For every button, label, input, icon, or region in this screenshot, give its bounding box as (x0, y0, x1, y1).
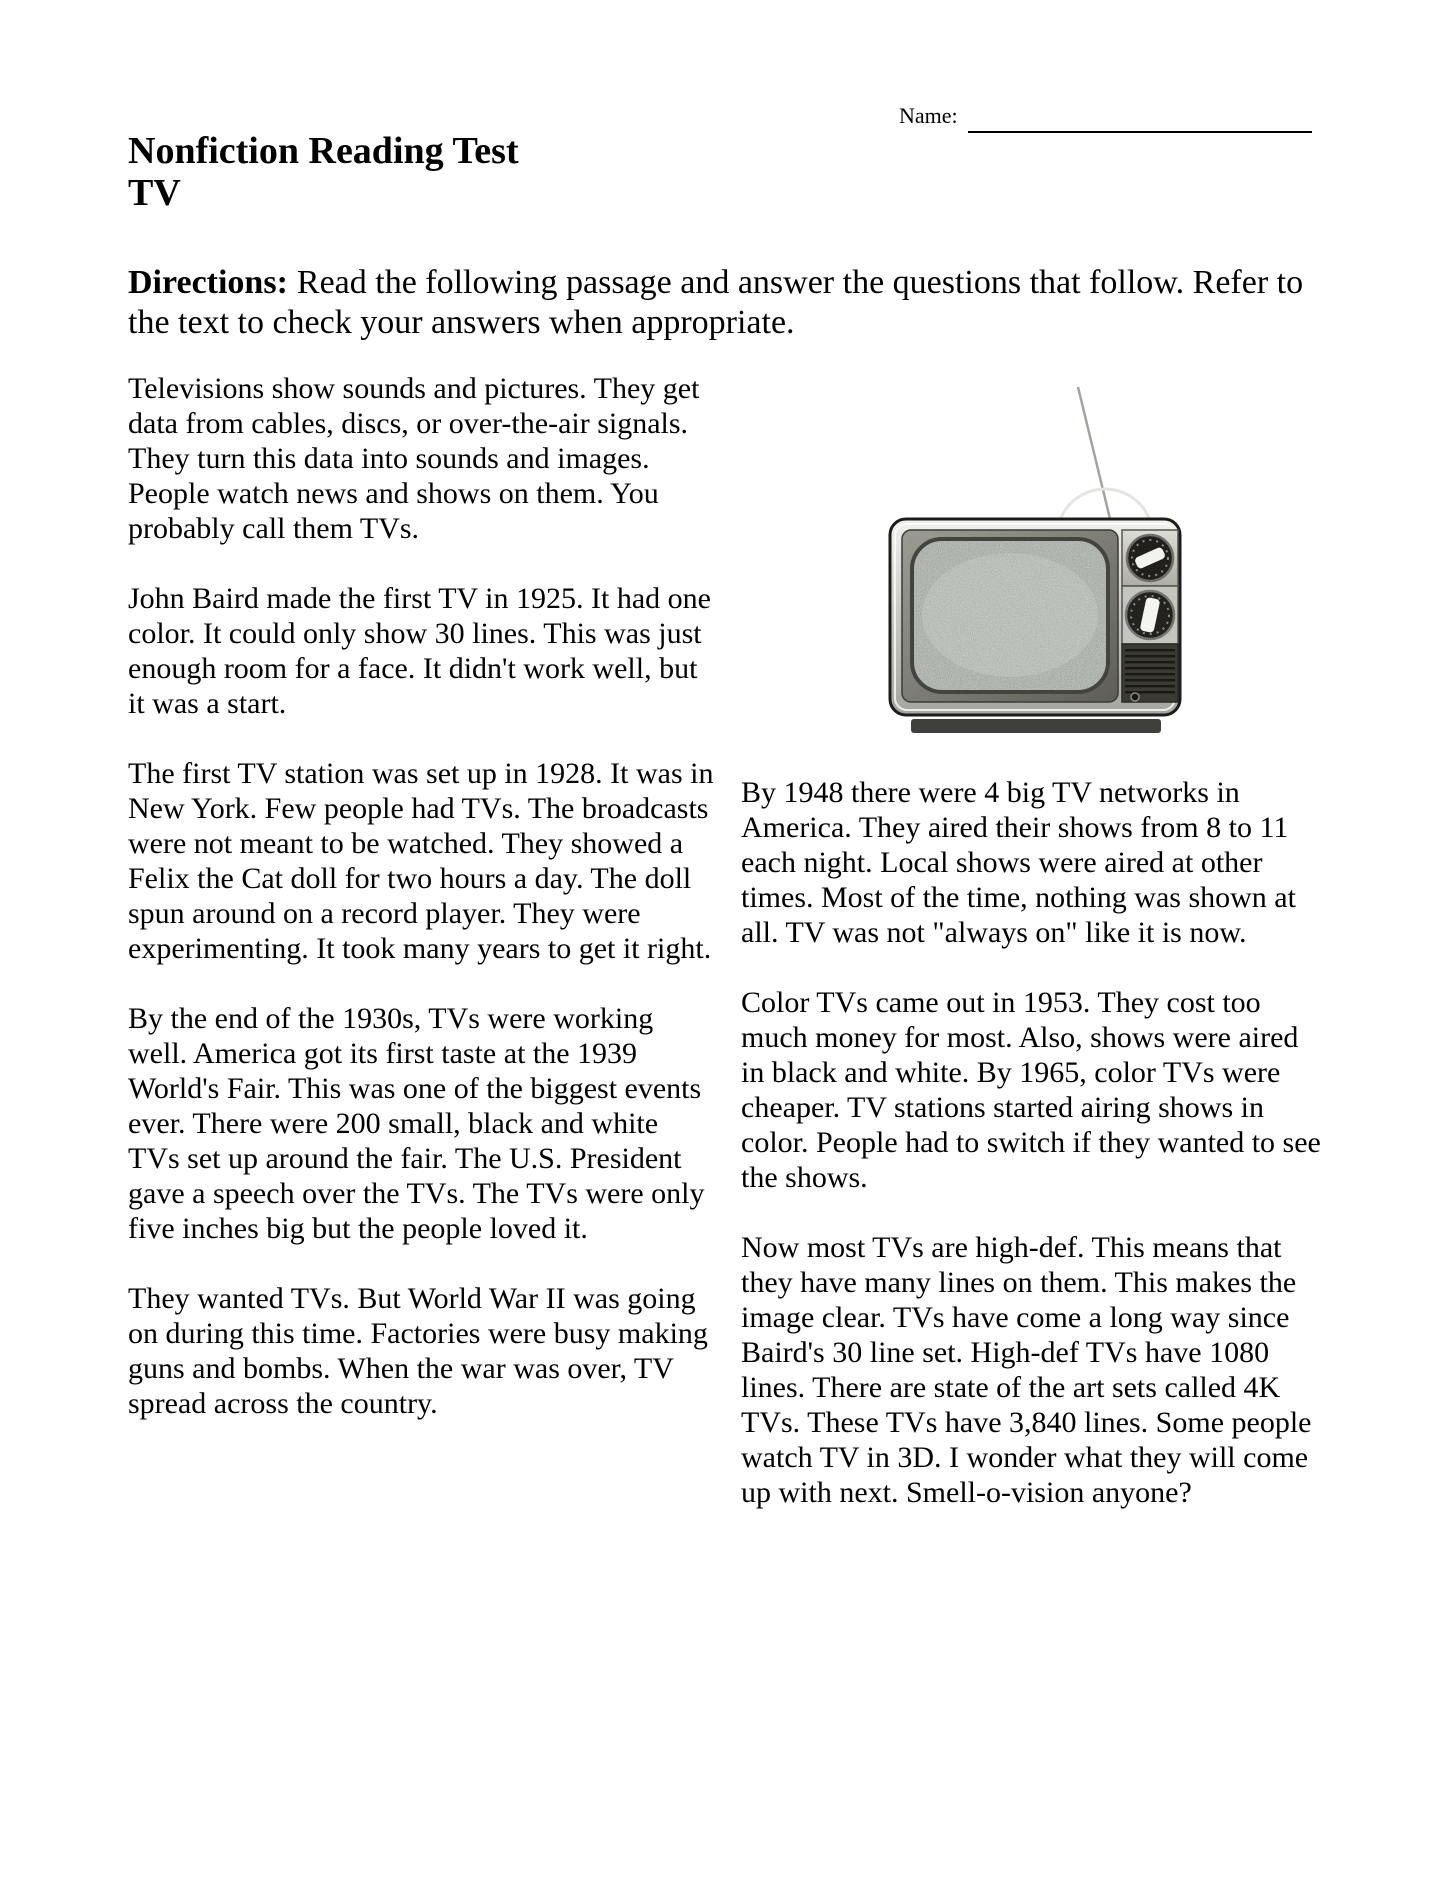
paragraph: By 1948 there were 4 big TV networks in America. They aired their shows from 8 to 11 each night. Local shows were aired at other times. Most of the time, nothing was shown at all. TV was not "always on" like it is now. (741, 776, 1296, 949)
tv-channel-knob (1127, 535, 1173, 581)
directions (128, 263, 1320, 343)
name-blank-line (968, 131, 1312, 133)
directions-label: Directions: (128, 264, 288, 301)
paragraph: Color TVs came out in 1953. They cost too much money for most. Also, shows were aired in black and white. By 1965, color TVs were cheaper. TV stations started airing shows in color. People had to switch if they wanted to see the shows. (741, 986, 1321, 1194)
vintage-tv-icon (885, 383, 1185, 743)
paragraph: Televisions show sounds and pictures. They get data from cables, discs, or over-the-air signals. They turn this data into sounds and images. People watch news and shows on them. You probably call them TVs. (128, 372, 700, 545)
paragraph: John Baird made the first TV in 1925. It had one color. It could only show 30 lines. This was just enough room for a face. It didn't work well, but it was a start. (128, 582, 711, 720)
paragraph: Now most TVs are high-def. This means that they have many lines on them. This makes the image clear. TVs have come a long way since Baird's 30 line set. High-def TVs have 1080 lines. There are state of the art sets called 4K TVs. These TVs have 3,840 lines. Some people watch TV in 3D. I wonder what they will come up with next. Smell-o-vision anyone? (741, 1231, 1312, 1509)
tv-tuning-knob (1126, 591, 1174, 639)
passage-left-column (128, 371, 716, 1545)
paragraph: The first TV station was set up in 1928. It was in New York. Few people had TVs. The broadcasts were not meant to be watched. They showed a Felix the Cat doll for two hours a day. The doll spun around on a record player. They were experimenting. It took many years to get it right. (128, 757, 714, 965)
tv-control-panel (1122, 530, 1178, 702)
passage-columns (128, 371, 1329, 1545)
tv-antenna (1078, 387, 1112, 527)
tv-speaker-grille (1122, 644, 1178, 702)
title-line-1: Nonfiction Reading Test (128, 130, 519, 172)
paragraph: By the end of the 1930s, TVs were working well. America got its first taste at the 1939 World's Fair. This was one of the biggest events ever. There were 200 small, black and white TVs set up around the fair. The U.S. President gave a speech over the TVs. The TVs were only five inches big but the people loved it. (128, 1002, 705, 1245)
tv-small-knob (1131, 693, 1139, 701)
passage-right-column (741, 371, 1329, 1545)
name-row (899, 103, 958, 129)
tv-figure (741, 383, 1329, 775)
directions-text: Read the following passage and answer the questions that follow. Refer to the text to check your answers when appropriate. (128, 264, 1304, 341)
tv-base (911, 719, 1161, 733)
page-title (128, 130, 519, 214)
paragraph: They wanted TVs. But World War II was going on during this time. Factories were busy making guns and bombs. When the war was over, TV spread across the country. (128, 1282, 708, 1420)
name-label: Name: (899, 103, 958, 128)
tv-screen (912, 539, 1108, 692)
title-line-2: TV (128, 172, 181, 214)
